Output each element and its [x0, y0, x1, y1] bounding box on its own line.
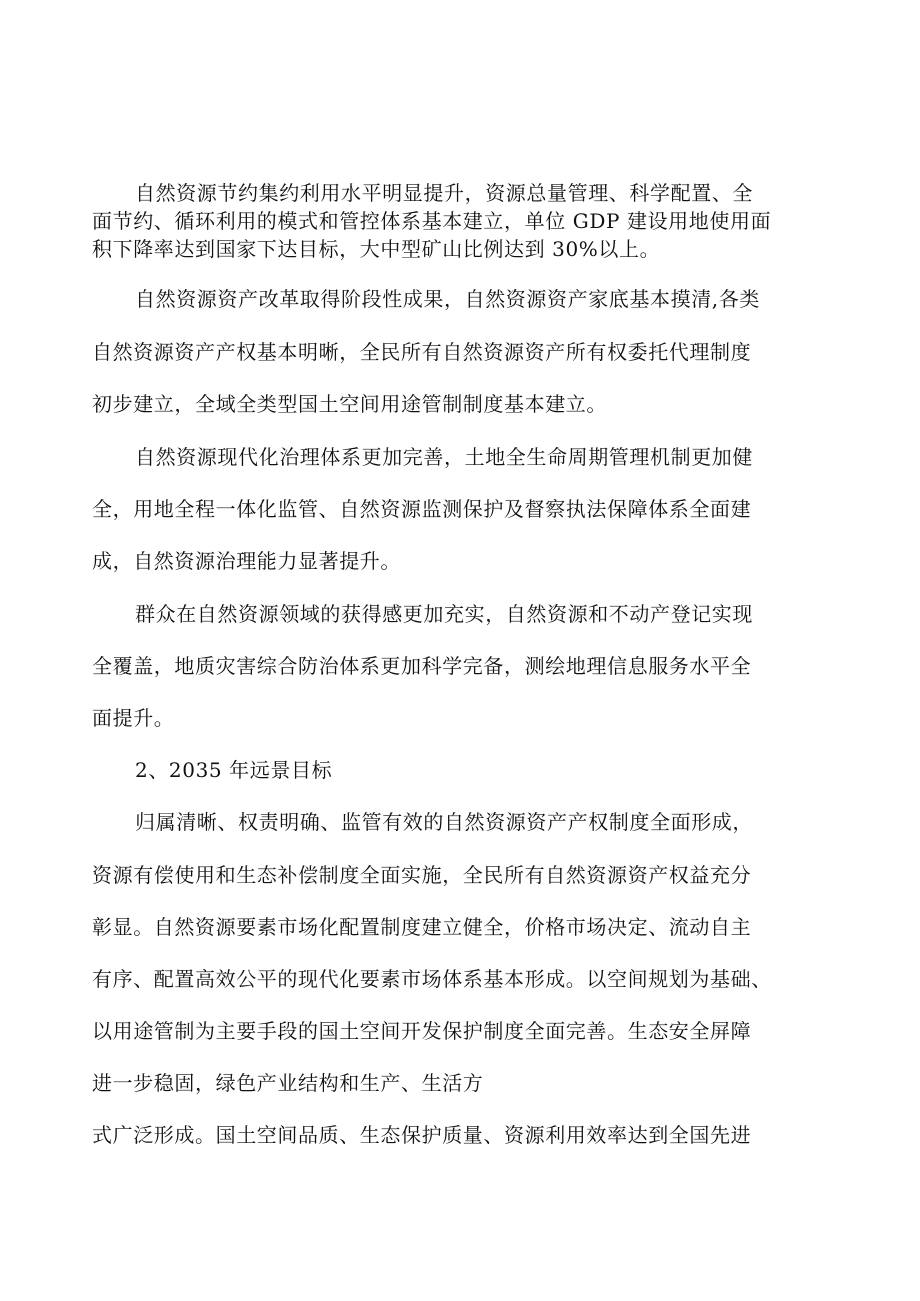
paragraph-line: 初步建立，全域全类型国土空间用途管制制度基本建立。 — [92, 392, 607, 416]
paragraph-line: 归属清晰、权责明确、监管有效的自然资源资产产权制度全面形成， — [135, 810, 753, 834]
paragraph-line: 彰显。自然资源要素市场化配置制度建立健全，价格市场决定、流动自主 — [92, 915, 752, 939]
section-heading: 2、2035 年远景目标 — [135, 758, 333, 782]
paragraph-line: 全覆盖，地质灾害综合防治体系更加科学完备，测绘地理信息服务水平全 — [92, 654, 752, 678]
paragraph-line: 群众在自然资源领域的获得感更加充实，自然资源和不动产登记实现 — [135, 602, 753, 626]
paragraph-line: 面提升。 — [92, 706, 175, 730]
paragraph-line: 自然资源资产产权基本明晰，全民所有自然资源资产所有权委托代理制度 — [92, 340, 752, 364]
paragraph-line: 自然资源资产改革取得阶段性成果，自然资源资产家底基本摸清,各类 — [135, 287, 760, 311]
paragraph-line: 成，自然资源治理能力显著提升。 — [92, 549, 401, 573]
paragraph-line: 有序、配置高效公平的现代化要素市场体系基本形成。以空间规划为基础、 — [92, 967, 772, 991]
paragraph-line: 自然资源节约集约利用水平明显提升，资源总量管理、科学配置、全 — [135, 181, 753, 205]
paragraph-line: 积下降率达到国家下达目标，大中型矿山比例达到 30%以上。 — [92, 237, 661, 261]
paragraph-line: 以用途管制为主要手段的国土空间开发保护制度全面完善。生态安全屏障 — [92, 1019, 752, 1043]
paragraph-line: 进一步稳固，绿色产业结构和生产、生活方 — [92, 1071, 484, 1095]
paragraph-line: 自然资源现代化治理体系更加完善，土地全生命周期管理机制更加健 — [135, 445, 753, 469]
paragraph-line: 式广泛形成。国土空间品质、生态保护质量、资源利用效率达到全国先进 — [92, 1123, 752, 1147]
paragraph-line: 资源有偿使用和生态补偿制度全面实施，全民所有自然资源资产权益充分 — [92, 863, 752, 887]
paragraph-line: 面节约、循环利用的模式和管控体系基本建立，单位 GDP 建设用地使用面 — [92, 209, 772, 233]
paragraph-line: 全，用地全程一体化监管、自然资源监测保护及督察执法保障体系全面建 — [92, 497, 752, 521]
